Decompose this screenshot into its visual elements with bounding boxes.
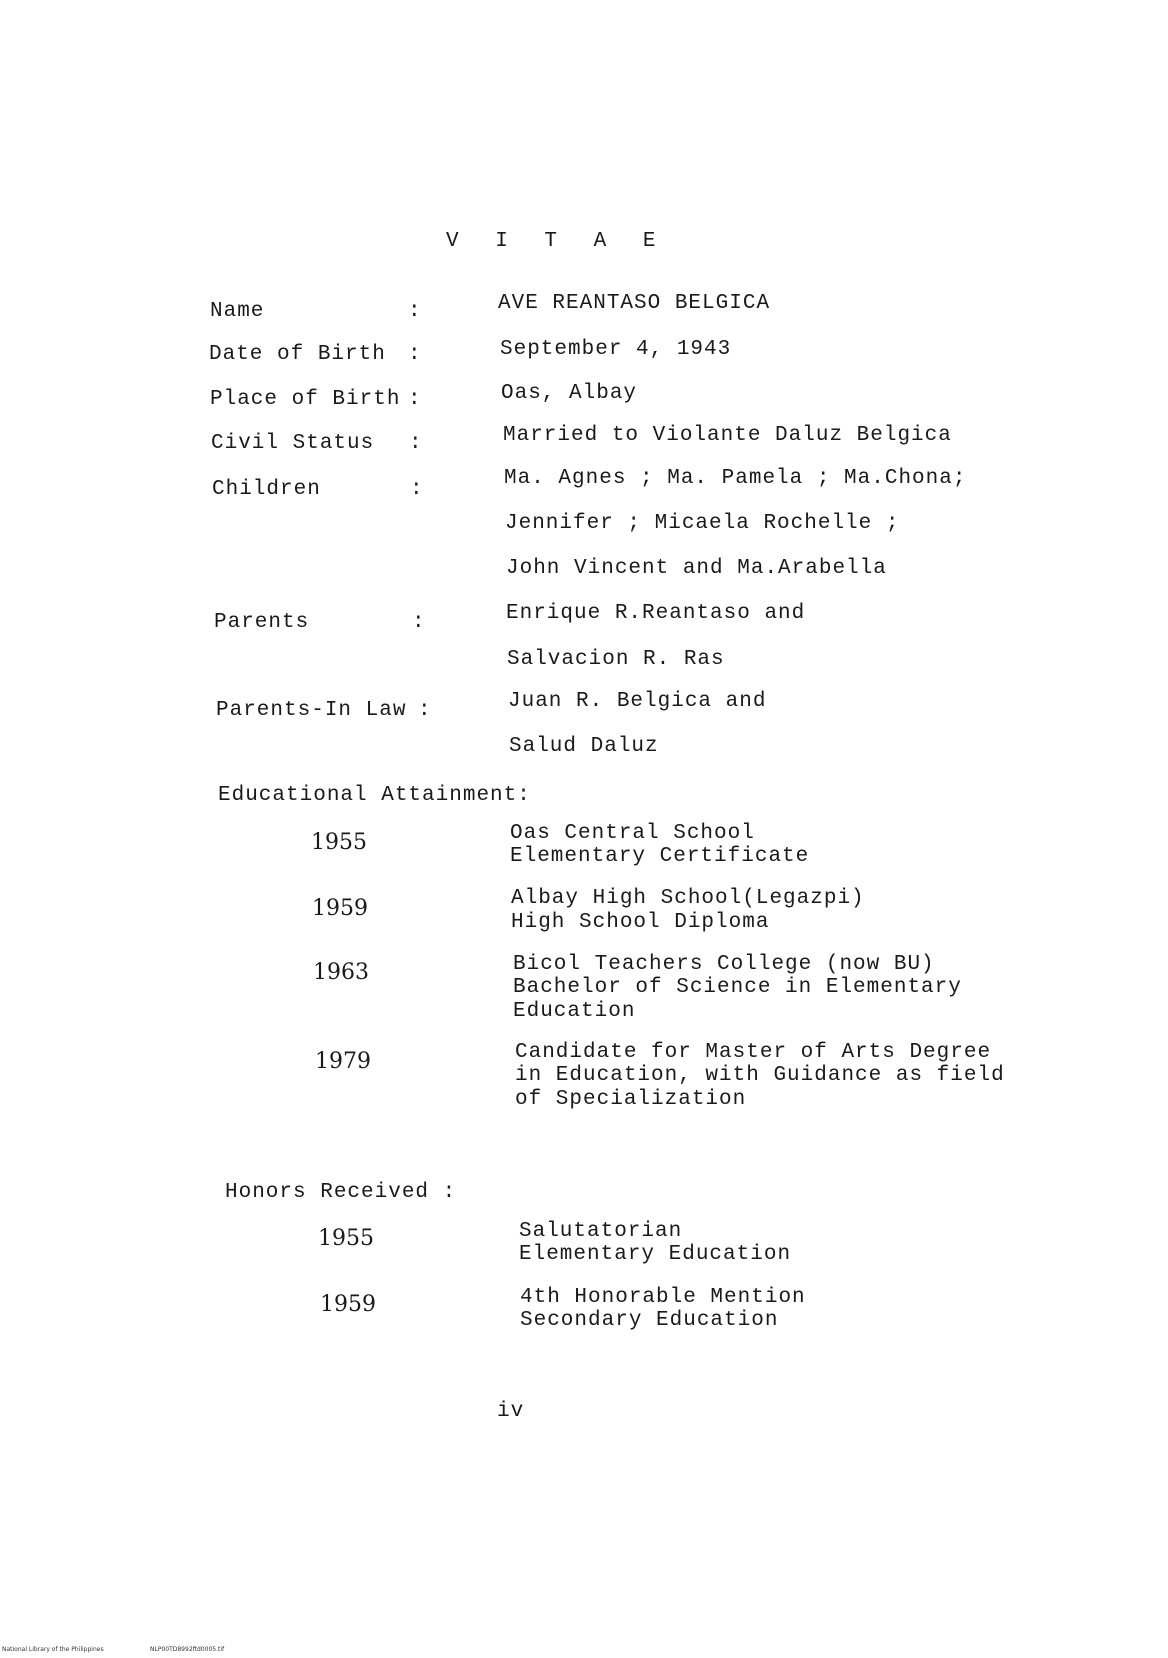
label-parents-in-law: Parents-In Law: [216, 699, 407, 722]
honors-detail: Elementary Education: [519, 1243, 792, 1266]
value-children-line2: Jennifer ; Micaela Rochelle ;: [505, 512, 900, 535]
sep-children: :: [410, 478, 424, 501]
page-number: iv: [497, 1400, 525, 1423]
sep-place-of-birth: :: [408, 388, 422, 411]
value-parents-in-law: Juan R. Belgica and: [508, 690, 767, 713]
education-detail: Albay High School(Legazpi): [511, 887, 865, 910]
value-children-line3: John Vincent and Ma.Arabella: [506, 557, 887, 580]
value-parents: Enrique R.Reantaso and: [506, 602, 806, 625]
sep-parents-in-law: :: [418, 699, 432, 722]
honors-year: 1959: [320, 1292, 376, 1317]
value-name: AVE REANTASO BELGICA: [498, 292, 771, 315]
sep-parents: :: [412, 611, 426, 634]
education-detail: in Education, with Guidance as field: [515, 1064, 1005, 1087]
honors-detail: Secondary Education: [520, 1309, 779, 1332]
education-detail: Education: [513, 1000, 636, 1023]
education-detail: Oas Central School: [510, 822, 755, 845]
education-detail: High School Diploma: [511, 911, 770, 934]
label-place-of-birth: Place of Birth: [210, 388, 401, 411]
footer-filename: NLP00TD8992ftd0005.tif: [150, 1646, 225, 1653]
sep-name: :: [408, 300, 422, 323]
sep-civil-status: :: [409, 432, 423, 455]
label-parents: Parents: [214, 611, 310, 634]
education-detail: Candidate for Master of Arts Degree: [515, 1041, 992, 1064]
honors-year: 1955: [318, 1226, 374, 1251]
value-parents-line2: Salvacion R. Ras: [507, 648, 725, 671]
education-detail: Elementary Certificate: [510, 845, 810, 868]
honors-detail: Salutatorian: [519, 1220, 683, 1243]
label-name: Name: [210, 300, 265, 323]
value-civil-status: Married to Violante Daluz Belgica: [503, 424, 952, 447]
value-children: Ma. Agnes ; Ma. Pamela ; Ma.Chona;: [504, 467, 967, 490]
honors-heading: Honors Received :: [225, 1181, 457, 1204]
sep-date-of-birth: :: [408, 343, 422, 366]
label-civil-status: Civil Status: [211, 432, 375, 455]
value-date-of-birth: September 4, 1943: [500, 338, 732, 361]
label-date-of-birth: Date of Birth: [209, 343, 386, 366]
education-year: 1979: [315, 1049, 371, 1074]
education-year: 1959: [312, 896, 368, 921]
education-year: 1963: [313, 960, 369, 985]
honors-detail: 4th Honorable Mention: [520, 1286, 806, 1309]
education-detail: of Specialization: [515, 1088, 747, 1111]
footer-library: National Library of the Philippines: [2, 1646, 104, 1653]
page-title: V I T A E: [446, 230, 668, 253]
education-heading: Educational Attainment:: [218, 784, 531, 807]
value-place-of-birth: Oas, Albay: [501, 382, 638, 405]
education-detail: Bicol Teachers College (now BU): [513, 953, 935, 976]
education-year: 1955: [311, 830, 367, 855]
value-parents-in-law-line2: Salud Daluz: [509, 735, 659, 758]
education-detail: Bachelor of Science in Elementary: [513, 976, 962, 999]
label-children: Children: [212, 478, 321, 501]
